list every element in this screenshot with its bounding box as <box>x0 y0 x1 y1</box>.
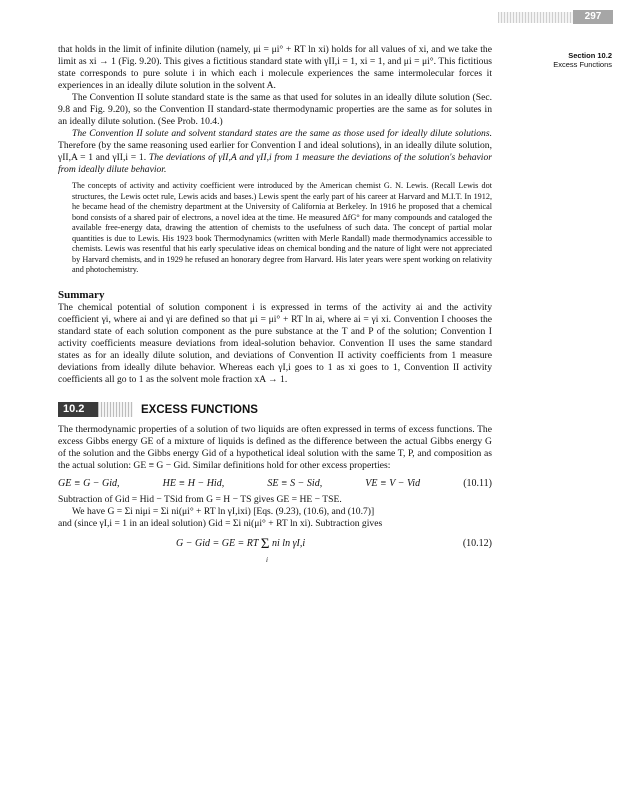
equation-number: (10.11) <box>463 477 492 489</box>
paragraph-text: Therefore (by the same reasoning used earlier for Convention I and ideal solutions), in an ideally dilute solution, γII,A = 1 and γII,i = 1. <box>58 140 492 163</box>
equation-10-12 <box>58 534 492 564</box>
page-body <box>58 44 493 564</box>
biography-note: The concepts of activity and activity coefficient were introduced by the American chemist G. N. Lewis. (Recall Lewis dot structures, the Lewis octet rule, Lewis acids and bases.) Lewis spent the early part of his career at Harvard and M.I.T. In 1912, he became head of the chemistry department at the University of California at Berkeley. In 1916 he proposed that a chemical bond consists of a shared pair of electrons, a novel idea at the time. He measured ΔfG° for many compounds and cataloged the available free-energy data, drawing the attention of chemists to the usefulness of such data. The concept of partial molar quantities is due to Lewis. His 1923 book Thermodynamics (written with Merle Randall) made thermodynamics accessible to chemists. Lewis was resentful that his early speculative ideas on chemical bonding and the nature of light were not appreciated by Harvard chemists, and in 1929 he refused an honorary degree from Harvard. His later years were spent working on relativity and photochemistry. <box>72 181 492 274</box>
paragraph <box>58 128 492 176</box>
equation-term: SE ≡ S − Sid, <box>267 477 323 489</box>
equation-term: VE ≡ V − Vid <box>365 477 421 489</box>
running-head <box>520 51 612 69</box>
page-number: 297 <box>573 10 613 24</box>
paragraph: Subtraction of Gid = Hid − TSid from G = H − TS gives GE = HE − TSE. <box>58 493 342 505</box>
section-number: 10.2 <box>58 402 98 417</box>
section-name: Excess Functions <box>553 60 612 69</box>
equation-10-11 <box>58 478 492 490</box>
sum-index: i <box>266 555 268 564</box>
equation-lhs: G − Gid = GE = RT <box>176 537 259 549</box>
summary-heading: Summary <box>58 288 105 301</box>
equation-term: HE ≡ H − Hid, <box>162 477 225 489</box>
summary-text: The chemical potential of solution component i is expressed in terms of the activity ai and the activity coefficient γi, where ai and γi are defined so that μi = μi° + RT ln ai, where ai = γi xi. Convention I chooses the standard state of each solution component as the pure substance at the T and P of the solution; Convention I activity coefficients measure deviations from ideal-solution behavior. Convention II uses the same standard states as for an ideally dilute solution, and deviations of Convention II activity coefficients from 1 measure deviations from ideally dilute behavior. Whereas each γI,i goes to 1 as xi goes to 1, Convention II activity coefficients all go to 1 as the solvent mole fraction xA → 1. <box>58 301 492 385</box>
equation-number: (10.12) <box>462 537 492 549</box>
paragraph: The Convention II solute standard state is the same as that used for solutes in an ideally dilute solution (Sec. 9.8 and Fig. 9.20), so the Convention II standard-state thermodynamic properties are the same as for solutes in an ideally dilute solution. (See Prob. 10.4.) <box>58 92 492 127</box>
paragraph: We have G = Σi niμi = Σi ni(μi° + RT ln γI,ixi) [Eqs. (9.23), (10.6), and (10.7)] <box>72 505 375 517</box>
section-heading <box>58 402 492 418</box>
section-label: Section 10.2 <box>568 51 612 60</box>
paragraph: and (since γI,i = 1 in an ideal solution) Gid = Σi ni(μi° + RT ln xi). Subtraction gives <box>58 517 383 529</box>
emphasis-text: The Convention II solute and solvent standard states are the same as those used for ideally dilute solutions. <box>72 128 492 139</box>
sum-symbol: Σ <box>260 535 270 552</box>
section-title: EXCESS FUNCTIONS <box>141 403 258 416</box>
emphasis-text: The deviations of γII,A and γII,i from 1 measure the deviations of the solution's behavior from ideally dilute behavior. <box>58 152 493 175</box>
equation-term: GE ≡ G − Gid, <box>58 477 120 489</box>
equation-body <box>176 535 306 552</box>
equation-rhs: ni ln γI,i <box>272 537 306 549</box>
section-stripe <box>98 402 133 417</box>
section-intro: The thermodynamic properties of a solution of two liquids are often expressed in terms of excess functions. The excess Gibbs energy GE of a mixture of liquids is defined as the difference between the actual Gibbs energy G of the solution and the Gibbs energy Gid of a hypothetical ideal solution with the same T, P, and composition as the actual solution: GE ≡ G − Gid. Similar definitions hold for other excess properties: <box>58 423 492 471</box>
paragraph: that holds in the limit of infinite dilution (namely, μi = μi° + RT ln xi) holds for all values of xi, and we take the limit as xi → 1 (Fig. 9.20). This gives a fictitious standard state with γII,i = 1, xi = 1, and μi = μi°. This fictitious state corresponds to pure solute i in which each i molecule experiences the same intermolecular forces it experiences in an ideally dilute solution in the solvent A. <box>58 44 492 91</box>
